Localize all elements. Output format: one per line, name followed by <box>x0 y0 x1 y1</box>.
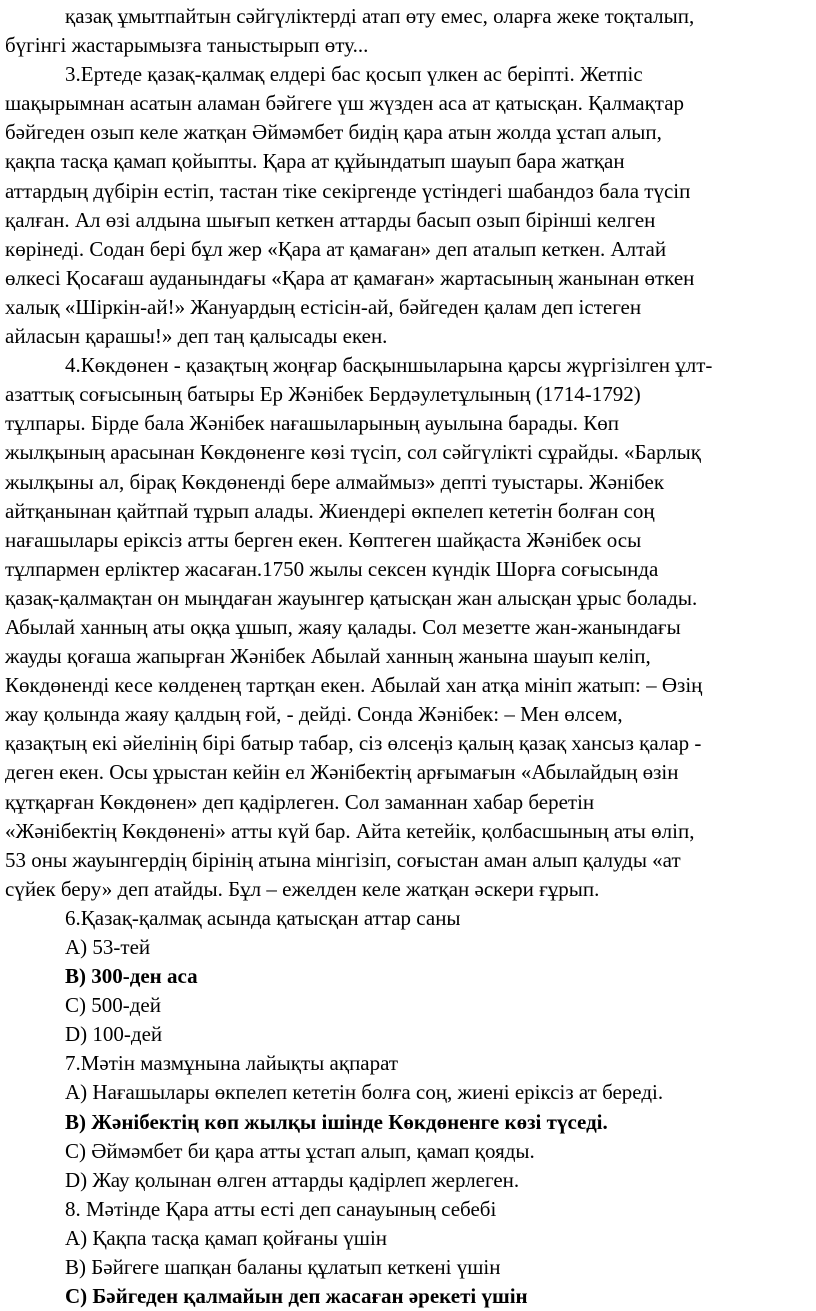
question-7-option-d: D) Жау қолынан өлген аттарды қадірлеп жерлеген. <box>65 1167 520 1192</box>
paragraph-4-line: «Жәнібектің Көкдөнені» атты күй бар. Айта кетейік, қолбасшының аты өліп, <box>5 818 695 843</box>
paragraph-4-line: тұлпармен ерліктер жасаған.1750 жылы сексен күндік Шорға соғысында <box>5 556 659 581</box>
paragraph-4-line: 4.Көкдөнен - қазақтың жоңғар басқыншыларына қарсы жүргізілген ұлт- <box>65 353 713 378</box>
paragraph-4-line: жылқыны ал, бірақ Көкдөненді бере алмаймыз» депті туыстары. Жәнібек <box>5 469 665 494</box>
paragraph-4-line: Көкдөненді кесе көлденең тартқан екен. Абылай хан атқа мініп жатып: – Өзің <box>5 673 703 698</box>
paragraph-4-line: 53 оны жауынгердің бірінің атына мінгізіп, соғыстан аман алып қалуды «ат <box>5 847 681 872</box>
intro-line: қазақ ұмытпайтын сәйгүліктерді атап өту емес, оларға жеке тоқталып, <box>65 4 695 28</box>
paragraph-3-line: шақырымнан асатын аламан бәйгеге үш жүзден аса ат қатысқан. Қалмақтар <box>5 91 685 116</box>
paragraph-3-line: бәйгеден озып келе жатқан Әймәмбет бидің қара атын жолда ұстап алып, <box>5 120 662 145</box>
paragraph-4-line: тұлпары. Бірде бала Жәнібек нағашыларының ауылына барады. Көп <box>5 411 619 436</box>
paragraph-4-line: азаттық соғысының батыры Ер Жәнібек Бердәулетұлының (1714-1792) <box>5 382 641 407</box>
paragraph-4-line: Абылай ханның аты оққа ұшып, жаяу қалады. Сол мезетте жан-жанындағы <box>5 614 681 639</box>
paragraph-3-line: қақпа тасқа қамап қойыпты. Қара ат құйындатып шауып бара жатқан <box>5 149 625 174</box>
question-6-option-c: С) 500-дей <box>65 993 161 1018</box>
question-8-text: 8. Мәтінде Қара атты есті деп санауының себебі <box>65 1196 497 1221</box>
paragraph-3-line: халық «Шіркін-ай!» Жануардың естісін-ай, бәйгеден қалам деп істеген <box>5 294 642 319</box>
document-page <box>5 2 813 1311</box>
question-7-option-a: А) Нағашылары өкпелеп кететін болға соң, жиені еріксіз ат береді. <box>65 1080 664 1105</box>
intro-line: бүгінгі жастарымызға таныстырып өту... <box>5 33 369 58</box>
paragraph-4-line: жау қолында жаяу қалдың ғой, - дейді. Сонда Жәнібек: – Мен өлсем, <box>5 702 623 727</box>
question-8-option-c: С) Бәйгеден қалмайын деп жасаған әрекеті үшін <box>65 1284 528 1309</box>
paragraph-4-line: жылқының арасынан Көкдөненге көзі түсіп, сол сәйгүлікті сұрайды. «Барлық <box>5 440 701 465</box>
paragraph-4-line: сүйек беру» деп атайды. Бұл – ежелден келе жатқан әскери ғұрып. <box>5 876 600 901</box>
question-7-option-b: В) Жәнібектің көп жылқы ішінде Көкдөненге көзі түседі. <box>65 1109 608 1134</box>
question-6-option-d: D) 100-дей <box>65 1022 163 1047</box>
paragraph-3-line: қалған. Ал өзі алдына шығып кеткен аттарды басып озып бірінші келген <box>5 207 656 232</box>
question-6-text: 6.Қазақ-қалмақ асында қатысқан аттар саны <box>65 905 461 930</box>
question-7-option-c: С) Әймәмбет би қара атты ұстап алып, қамап қояды. <box>65 1138 535 1163</box>
paragraph-4-line: қазақ-қалмақтан он мыңдаған жауынгер қатысқан жан алысқан ұрыс болады. <box>5 585 698 610</box>
paragraph-4-line: құтқарған Көкдөнен» деп қадірлеген. Сол заманнан хабар беретін <box>5 789 595 814</box>
paragraph-4-line: айтқанынан қайтпай тұрып алады. Жиендері өкпелеп кететін болған соң <box>5 498 655 523</box>
paragraph-3-line: көрінеді. Содан бері бұл жер «Қара ат қамаған» деп аталып кеткен. Алтай <box>5 236 667 261</box>
paragraph-3-line: аттардың дүбірін естіп, тастан тіке секіргенде үстіндегі шабандоз бала түсіп <box>5 178 691 203</box>
question-8-option-b: В) Бәйгеге шапқан баланы құлатып кеткені үшін <box>65 1255 501 1280</box>
paragraph-4-line: қазақтың екі әйелінің бірі батыр табар, сіз өлсеңіз қалың қазақ хансыз қалар - <box>5 731 702 756</box>
paragraph-4-line: деген екен. Осы ұрыстан кейін ел Жәнібектің арғымағын «Абылайдың өзін <box>5 760 679 785</box>
question-7-text: 7.Мәтін мазмұнына лайықты ақпарат <box>65 1051 399 1076</box>
paragraph-3-line: 3.Ертеде қазақ-қалмақ елдері бас қосып үлкен ас беріпті. Жетпіс <box>65 62 643 87</box>
paragraph-4-line: жауды қоғаша жапырған Жәнібек Абылай ханның жанына шауып келіп, <box>5 644 651 669</box>
paragraph-4-line: нағашылары еріксіз атты берген екен. Көптеген шайқаста Жәнібек осы <box>5 527 642 552</box>
question-8-option-a: А) Қақпа тасқа қамап қойғаны үшін <box>65 1225 388 1250</box>
question-6-option-b: В) 300-ден аса <box>65 964 198 989</box>
question-6-option-a: А) 53-тей <box>65 935 151 959</box>
paragraph-3-line: өлкесі Қосағаш ауданындағы «Қара ат қамаған» жартасының жанынан өткен <box>5 265 695 290</box>
paragraph-3-line: айласын қарашы!» деп таң қалысады екен. <box>5 324 388 349</box>
